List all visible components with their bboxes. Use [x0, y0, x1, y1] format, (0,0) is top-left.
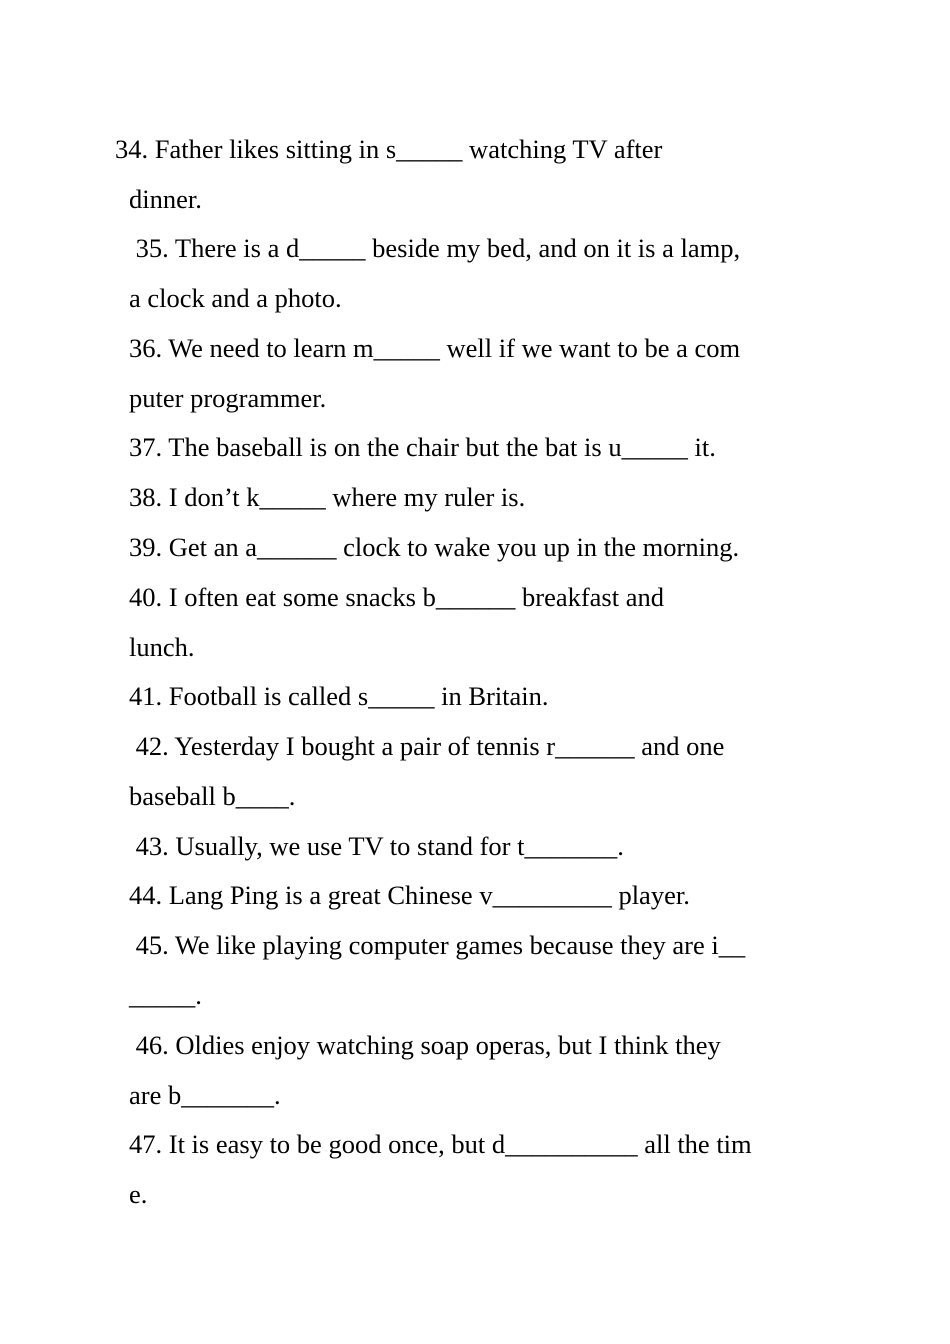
text-line: 47. It is easy to be good once, but d__________ all the tim [129, 1129, 752, 1159]
text-line: 41. Football is called s_____ in Britain. [129, 681, 549, 711]
text-line: 45. We like playing computer games because they are i__ [129, 930, 746, 960]
text-line: e. [129, 1179, 148, 1209]
text-line: 42. Yesterday I bought a pair of tennis r______ and one [129, 731, 725, 761]
text-line: 43. Usually, we use TV to stand for t_______. [129, 831, 624, 861]
text-line: puter programmer. [129, 383, 327, 413]
text-line: dinner. [129, 184, 202, 214]
text-line: are b_______. [129, 1080, 281, 1110]
text-line: 38. I don’t k_____ where my ruler is. [129, 482, 526, 512]
text-line: a clock and a photo. [129, 283, 342, 313]
text-line: _____. [129, 980, 202, 1010]
text-line: lunch. [129, 632, 195, 662]
text-line: 39. Get an a______ clock to wake you up in the morning. [129, 532, 740, 562]
text-line: 34. Father likes sitting in s_____ watching TV after [115, 134, 663, 164]
text-line: 46. Oldies enjoy watching soap operas, but I think they [129, 1030, 721, 1060]
text-line: 40. I often eat some snacks b______ breakfast and [129, 582, 664, 612]
text-line: baseball b____. [129, 781, 296, 811]
text-line: 36. We need to learn m_____ well if we want to be a com [129, 333, 741, 363]
text-line: 35. There is a d_____ beside my bed, and on it is a lamp, [129, 233, 741, 263]
text-line: 37. The baseball is on the chair but the bat is u_____ it. [129, 432, 716, 462]
text-line: 44. Lang Ping is a great Chinese v_________ player. [129, 880, 690, 910]
